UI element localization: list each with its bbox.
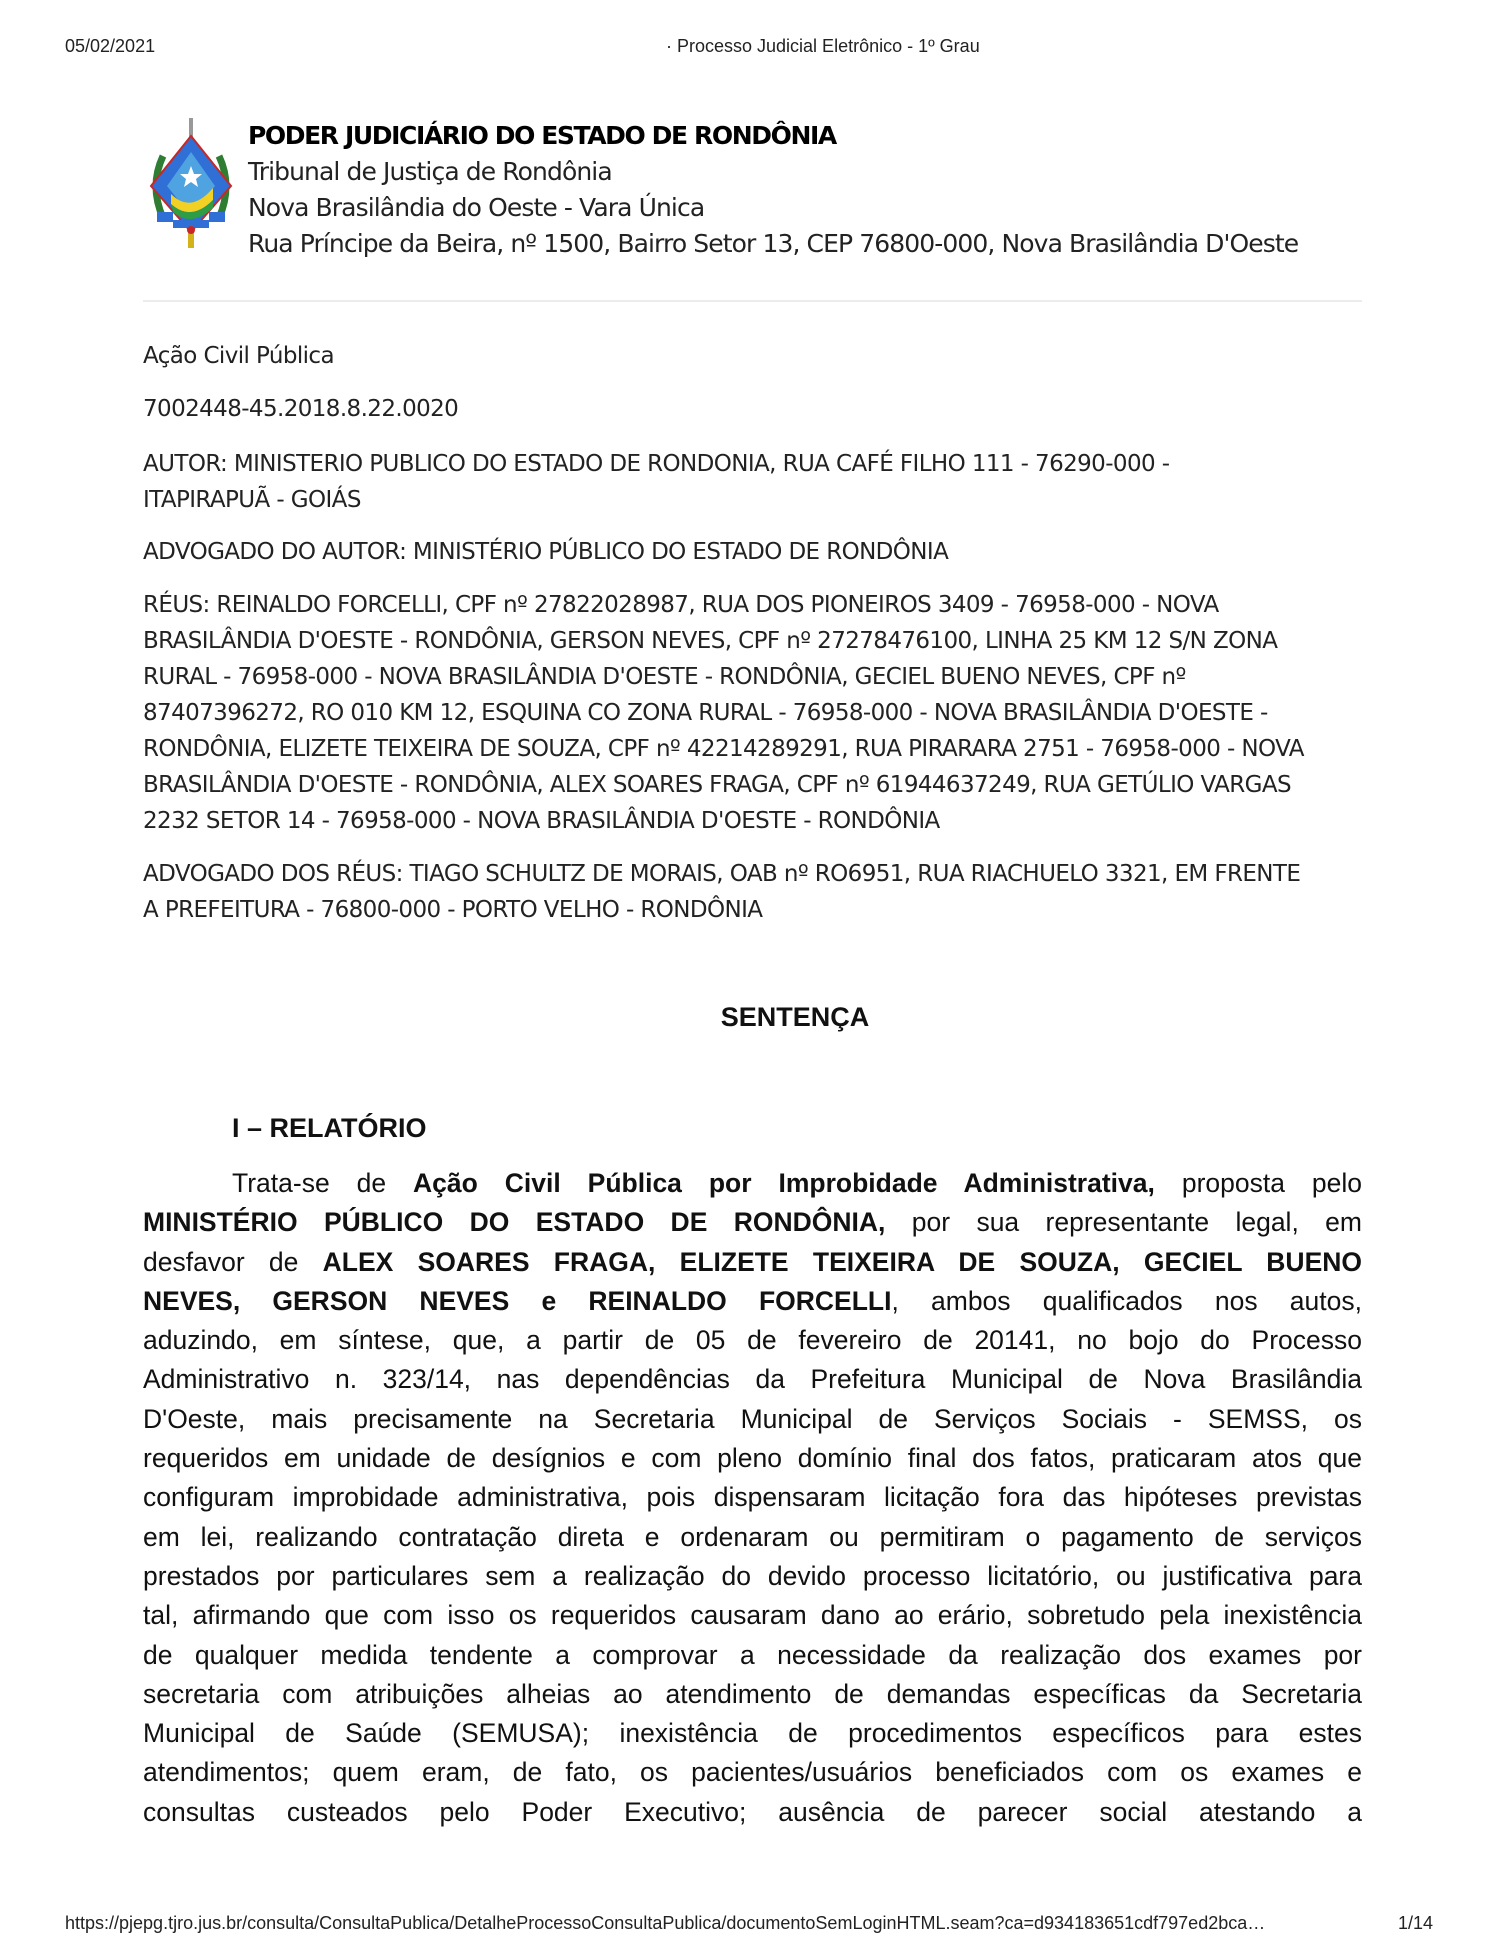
case-line: 7002448-45.2018.8.22.0020 [143, 396, 459, 422]
text: por sua representante legal, em [885, 1207, 1362, 1238]
text: secretaria com atribuições alheias ao atendimento de demandas específicas da Secretaria [143, 1678, 1362, 1709]
plaintiff [143, 446, 1373, 518]
case-line: ADVOGADO DOS RÉUS: TIAGO SCHULTZ DE MORAIS, OAB nº RO6951, RUA RIACHUELO 3321, EM FRENTE [143, 861, 1301, 887]
text: aduzindo, em síntese, que, a partir de 05 de fevereiro de 20141, no bojo do Processo [143, 1325, 1362, 1356]
case-line: BRASILÂNDIA D'OESTE - RONDÔNIA, GERSON NEVES, CPF nº 27278476100, LINHA 25 KM 12 S/N ZONA [143, 628, 1278, 654]
paragraph-line [143, 1282, 1362, 1321]
case-number [143, 391, 1373, 427]
paragraph-line [143, 1636, 1362, 1675]
coat-of-arms-logo [143, 116, 239, 250]
case-line: 2232 SETOR 14 - 76958-000 - NOVA BRASILÂNDIA D'OESTE - RONDÔNIA [143, 808, 940, 834]
court-address: Rua Príncipe da Beira, nº 1500, Bairro Setor 13, CEP 76800-000, Nova Brasilândia D'Oeste [248, 229, 1299, 258]
print-date: 05/02/2021 [65, 36, 156, 56]
tribunal-name: Tribunal de Justiça de Rondônia [248, 157, 612, 186]
case-line: AUTOR: MINISTERIO PUBLICO DO ESTADO DE RONDONIA, RUA CAFÉ FILHO 111 - 76290-000 - [143, 451, 1170, 477]
paragraph-line [143, 1439, 1362, 1478]
case-line: RONDÔNIA, ELIZETE TEIXEIRA DE SOUZA, CPF nº 42214289291, RUA PIRARARA 2751 - 76958-000 - NOVA [143, 736, 1304, 762]
case-line: Ação Civil Pública [143, 343, 334, 369]
text: Administrativo n. 323/14, nas dependências da Prefeitura Municipal de Nova Brasilândia [143, 1364, 1362, 1395]
bold-text: NEVES, GERSON NEVES e REINALDO FORCELLI [143, 1285, 892, 1316]
report-paragraph [143, 1164, 1362, 1832]
bold-text: Ação Civil Pública por Improbidade Administrativa, [413, 1168, 1155, 1198]
text: desfavor de [143, 1246, 323, 1277]
bold-text: MINISTÉRIO PÚBLICO DO ESTADO DE RONDÔNIA, [143, 1207, 886, 1238]
paragraph-line [143, 1243, 1362, 1282]
letterhead [248, 118, 1298, 262]
paragraph-line [143, 1557, 1362, 1596]
case-class [143, 338, 1373, 374]
defendants-lawyer [143, 856, 1373, 928]
text: prestados por particulares sem a realização do devido processo licitatório, ou justificativa para [143, 1560, 1362, 1591]
text: consultas custeados pelo Poder Executivo; ausência de parecer social atestando a [143, 1796, 1362, 1827]
case-line: ADVOGADO DO AUTOR: MINISTÉRIO PÚBLICO DO ESTADO DE RONDÔNIA [143, 539, 949, 565]
text: de qualquer medida tendente a comprovar a necessidade da realização dos exames por [143, 1639, 1362, 1670]
paragraph-line [143, 1321, 1362, 1360]
case-line: RURAL - 76958-000 - NOVA BRASILÂNDIA D'OESTE - RONDÔNIA, GECIEL BUENO NEVES, CPF nº [143, 664, 1186, 690]
plaintiff-lawyer [143, 534, 1373, 570]
court-unit: Nova Brasilândia do Oeste - Vara Única [248, 193, 705, 222]
text: proposta pelo [1154, 1168, 1362, 1198]
sentence-title: SENTENÇA [720, 1002, 870, 1032]
case-line: A PREFEITURA - 76800-000 - PORTO VELHO - RONDÔNIA [143, 897, 763, 923]
paragraph-line [143, 1714, 1362, 1753]
print-url: https://pjepg.tjro.jus.br/consulta/ConsultaPublica/DetalheProcessoConsultaPublica/documentoSemLoginHTML.seam?ca=d934183651cdf797ed2bca… [65, 1913, 1266, 1933]
print-title: · Processo Judicial Eletrônico - 1º Grau [666, 36, 980, 56]
text: configuram improbidade administrativa, pois dispensaram licitação fora das hipóteses previstas [143, 1482, 1362, 1513]
page-number: 1/14 [1398, 1913, 1434, 1933]
section-heading: I – RELATÓRIO [232, 1113, 427, 1143]
paragraph-line [143, 1478, 1362, 1517]
case-line: RÉUS: REINALDO FORCELLI, CPF nº 27822028987, RUA DOS PIONEIROS 3409 - 76958-000 - NOVA [143, 592, 1219, 618]
text: em lei, realizando contratação direta e ordenaram ou permitiram o pagamento de serviços [143, 1521, 1362, 1552]
text: , ambos qualificados nos autos, [891, 1285, 1362, 1316]
paragraph-line [143, 1753, 1362, 1792]
case-line: ITAPIRAPUÃ - GOIÁS [143, 487, 361, 513]
text: atendimentos; quem eram, de fato, os pacientes/usuários beneficiados com os exames e [143, 1757, 1362, 1788]
text: Municipal de Saúde (SEMUSA); inexistência de procedimentos específicos para estes [143, 1718, 1362, 1749]
paragraph-line [143, 1360, 1362, 1399]
paragraph-line [143, 1518, 1362, 1557]
paragraph-line [143, 1400, 1362, 1439]
header-divider [143, 300, 1362, 302]
text: Trata-se de [232, 1168, 414, 1198]
bold-text: ALEX SOARES FRAGA, ELIZETE TEIXEIRA DE SOUZA, GECIEL BUENO [322, 1246, 1363, 1277]
text: D'Oeste, mais precisamente na Secretaria Municipal de Serviços Sociais - SEMSS, os [143, 1403, 1362, 1434]
defendants [143, 587, 1373, 839]
paragraph-line [143, 1596, 1362, 1635]
case-line: 87407396272, RO 010 KM 12, ESQUINA CO ZONA RURAL - 76958-000 - NOVA BRASILÂNDIA D'OESTE - [143, 700, 1268, 726]
text: requeridos em unidade de desígnios e com pleno domínio final dos fatos, praticaram atos que [143, 1443, 1362, 1474]
case-line: BRASILÂNDIA D'OESTE - RONDÔNIA, ALEX SOARES FRAGA, CPF nº 61944637249, RUA GETÚLIO VARGAS [143, 772, 1292, 798]
paragraph-line [143, 1164, 1362, 1203]
paragraph-line [143, 1203, 1362, 1242]
text: tal, afirmando que com isso os requeridos causaram dano ao erário, sobretudo pela inexistência [143, 1600, 1362, 1631]
paragraph-line [143, 1675, 1362, 1714]
paragraph-line [143, 1793, 1362, 1832]
court-name: PODER JUDICIÁRIO DO ESTADO DE RONDÔNIA [248, 121, 836, 150]
